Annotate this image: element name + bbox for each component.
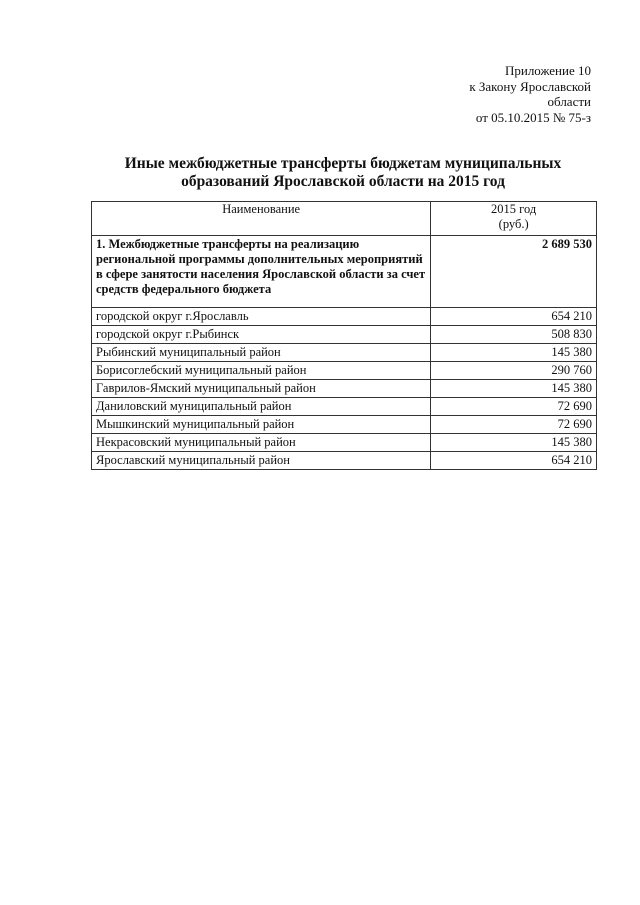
appendix-line: к Закону Ярославской bbox=[469, 78, 591, 94]
row-name: Рыбинский муниципальный район bbox=[92, 344, 431, 362]
appendix-line: Приложение 10 bbox=[504, 63, 591, 78]
table-row bbox=[92, 452, 597, 470]
header-year: 2015 год bbox=[491, 202, 537, 216]
table-row bbox=[92, 416, 597, 434]
table-body bbox=[92, 236, 597, 470]
table-row bbox=[92, 398, 597, 416]
row-name: Гаврилов-Ямский муниципальный район bbox=[92, 380, 431, 398]
header-sum bbox=[431, 202, 597, 236]
header-name: Наименование bbox=[92, 202, 431, 236]
row-name: Борисоглебский муниципальный район bbox=[92, 362, 431, 380]
table-row bbox=[92, 344, 597, 362]
row-name: городской округ г.Рыбинск bbox=[92, 326, 431, 344]
group-amount: 2 689 530 bbox=[431, 236, 597, 308]
row-amount: 145 380 bbox=[431, 434, 597, 452]
row-amount: 290 760 bbox=[431, 362, 597, 380]
table-row bbox=[92, 380, 597, 398]
header-unit: (руб.) bbox=[498, 217, 529, 231]
row-name: Ярославский муниципальный район bbox=[92, 452, 431, 470]
table-group-row bbox=[92, 236, 597, 308]
table-row bbox=[92, 308, 597, 326]
row-amount: 654 210 bbox=[431, 452, 597, 470]
row-amount: 72 690 bbox=[431, 398, 597, 416]
appendix-line: области bbox=[547, 94, 591, 109]
row-amount: 145 380 bbox=[431, 344, 597, 362]
row-amount: 145 380 bbox=[431, 380, 597, 398]
row-name: городской округ г.Ярославль bbox=[92, 308, 431, 326]
table-header-row bbox=[92, 202, 597, 236]
appendix-block bbox=[469, 63, 591, 125]
table-row bbox=[92, 434, 597, 452]
row-name: Даниловский муниципальный район bbox=[92, 398, 431, 416]
row-amount: 508 830 bbox=[431, 326, 597, 344]
group-name: 1. Межбюджетные трансферты на реализацию региональной программы дополнительных мероприятий в сфере занятости населения Ярославской области за счет средств федерального бюджета bbox=[92, 236, 431, 308]
row-amount: 72 690 bbox=[431, 416, 597, 434]
transfers-table bbox=[91, 201, 597, 470]
row-amount: 654 210 bbox=[431, 308, 597, 326]
title-line: образований Ярославской области на 2015 год bbox=[181, 173, 505, 190]
table-row bbox=[92, 362, 597, 380]
row-name: Некрасовский муниципальный район bbox=[92, 434, 431, 452]
document-title bbox=[90, 155, 596, 191]
table-row bbox=[92, 326, 597, 344]
title-line: Иные межбюджетные трансферты бюджетам муниципальных bbox=[124, 155, 562, 172]
row-name: Мышкинский муниципальный район bbox=[92, 416, 431, 434]
appendix-line: от 05.10.2015 № 75-з bbox=[475, 109, 591, 125]
